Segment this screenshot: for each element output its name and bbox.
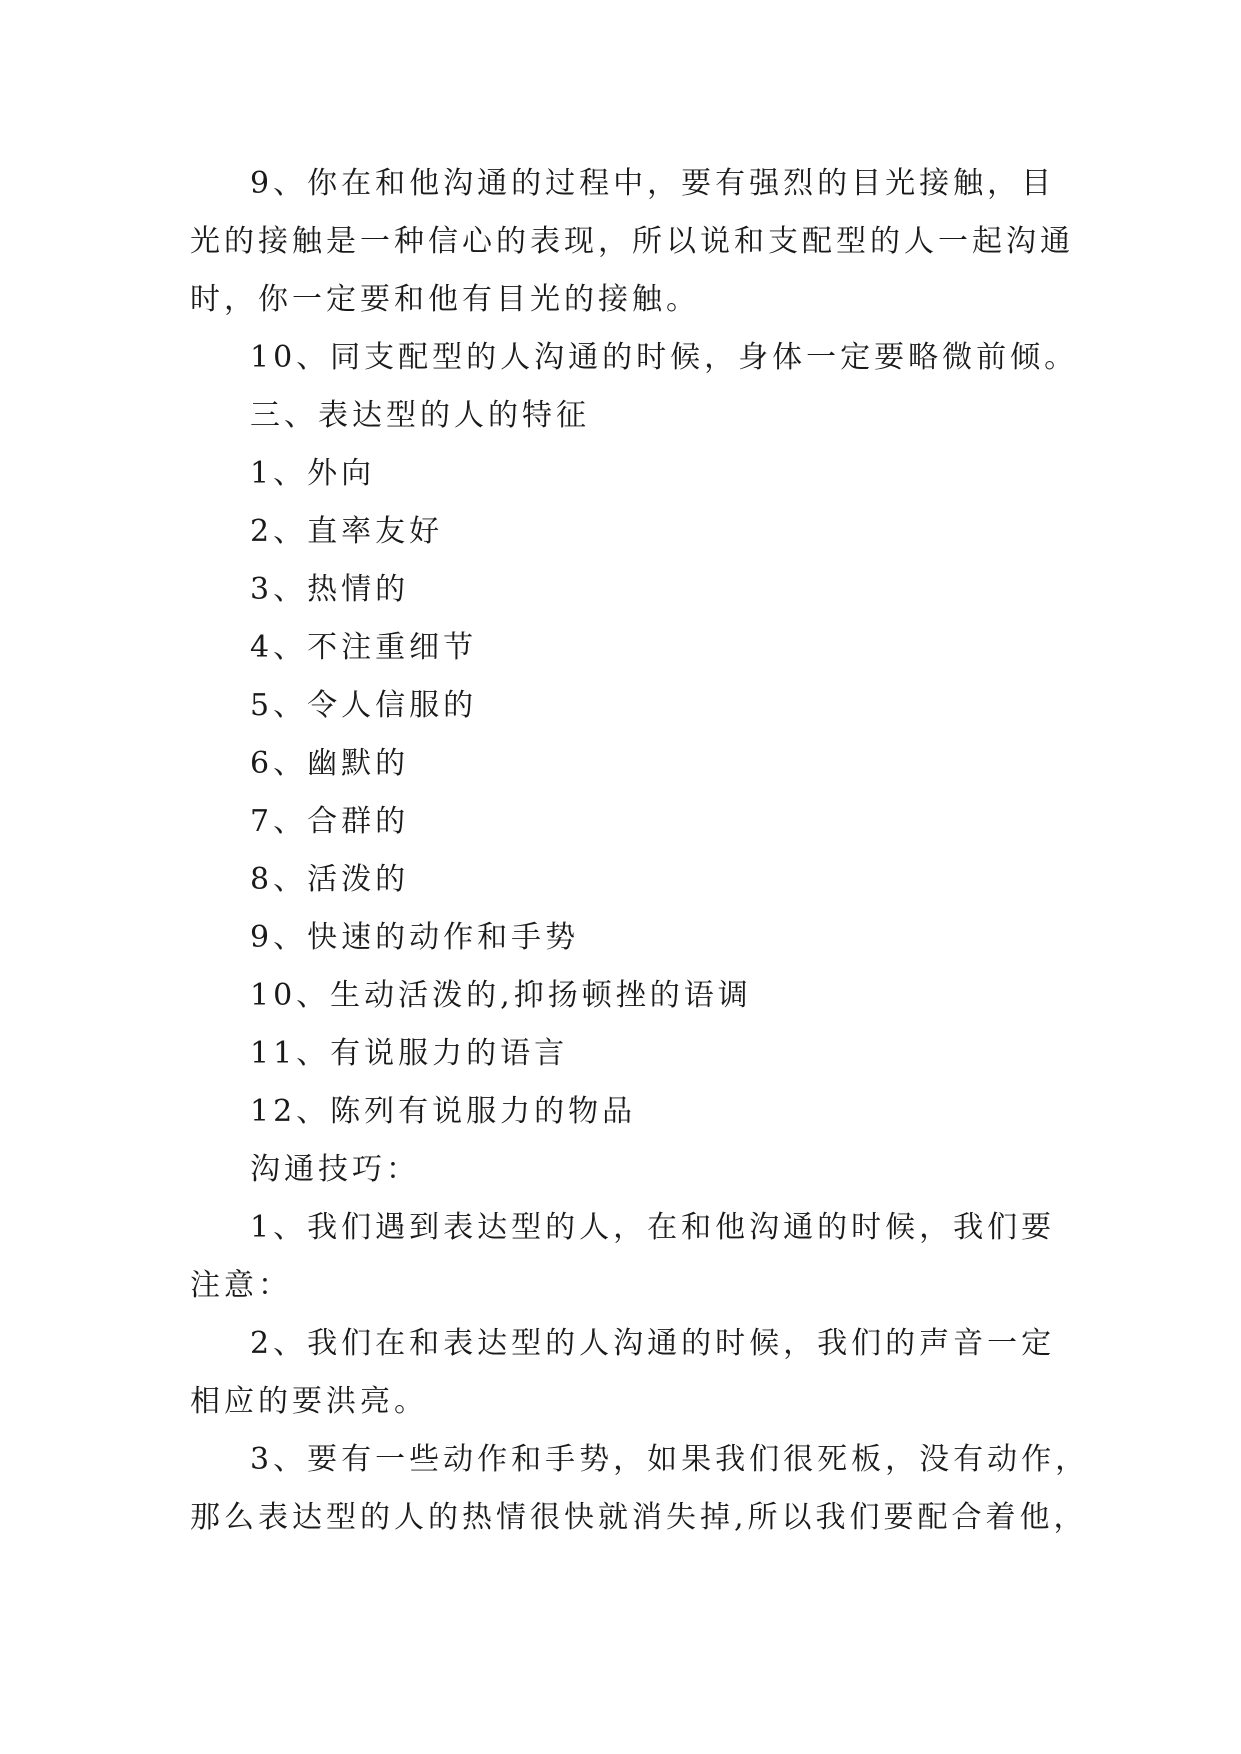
paragraph-line: 光的接触是一种信心的表现，所以说和支配型的人一起沟通 — [190, 224, 1074, 259]
list-item: 10、生动活泼的,抑扬顿挫的语调 — [250, 978, 752, 1013]
list-item: 7、合群的 — [250, 804, 410, 839]
paragraph-line: 10、同支配型的人沟通的时候，身体一定要略微前倾。 — [250, 340, 1079, 375]
paragraph-line: 2、我们在和表达型的人沟通的时候，我们的声音一定 — [250, 1326, 1056, 1361]
list-item: 9、快速的动作和手势 — [250, 920, 580, 955]
paragraph-line: 注意： — [190, 1268, 292, 1303]
paragraph-line: 那么表达型的人的热情很快就消失掉,所以我们要配合着他， — [190, 1500, 1088, 1535]
list-item: 6、幽默的 — [250, 746, 410, 781]
list-item: 5、令人信服的 — [250, 688, 478, 723]
paragraph-line: 相应的要洪亮。 — [190, 1384, 428, 1419]
section-heading: 三、表达型的人的特征 — [250, 398, 590, 433]
list-item: 8、活泼的 — [250, 862, 410, 897]
list-item: 12、陈列有说服力的物品 — [250, 1094, 637, 1129]
paragraph-line: 9、你在和他沟通的过程中，要有强烈的目光接触，目 — [250, 166, 1056, 201]
list-item: 4、不注重细节 — [250, 630, 478, 665]
list-item: 3、热情的 — [250, 572, 410, 607]
list-item: 2、直率友好 — [250, 514, 444, 549]
paragraph-line: 1、我们遇到表达型的人，在和他沟通的时候，我们要 — [250, 1210, 1056, 1245]
paragraph-line: 时，你一定要和他有目光的接触。 — [190, 282, 700, 317]
list-item: 11、有说服力的语言 — [250, 1036, 569, 1071]
list-item: 1、外向 — [250, 456, 376, 491]
section-heading: 沟通技巧： — [250, 1152, 420, 1187]
paragraph-line: 3、要有一些动作和手势，如果我们很死板，没有动作， — [250, 1442, 1090, 1477]
